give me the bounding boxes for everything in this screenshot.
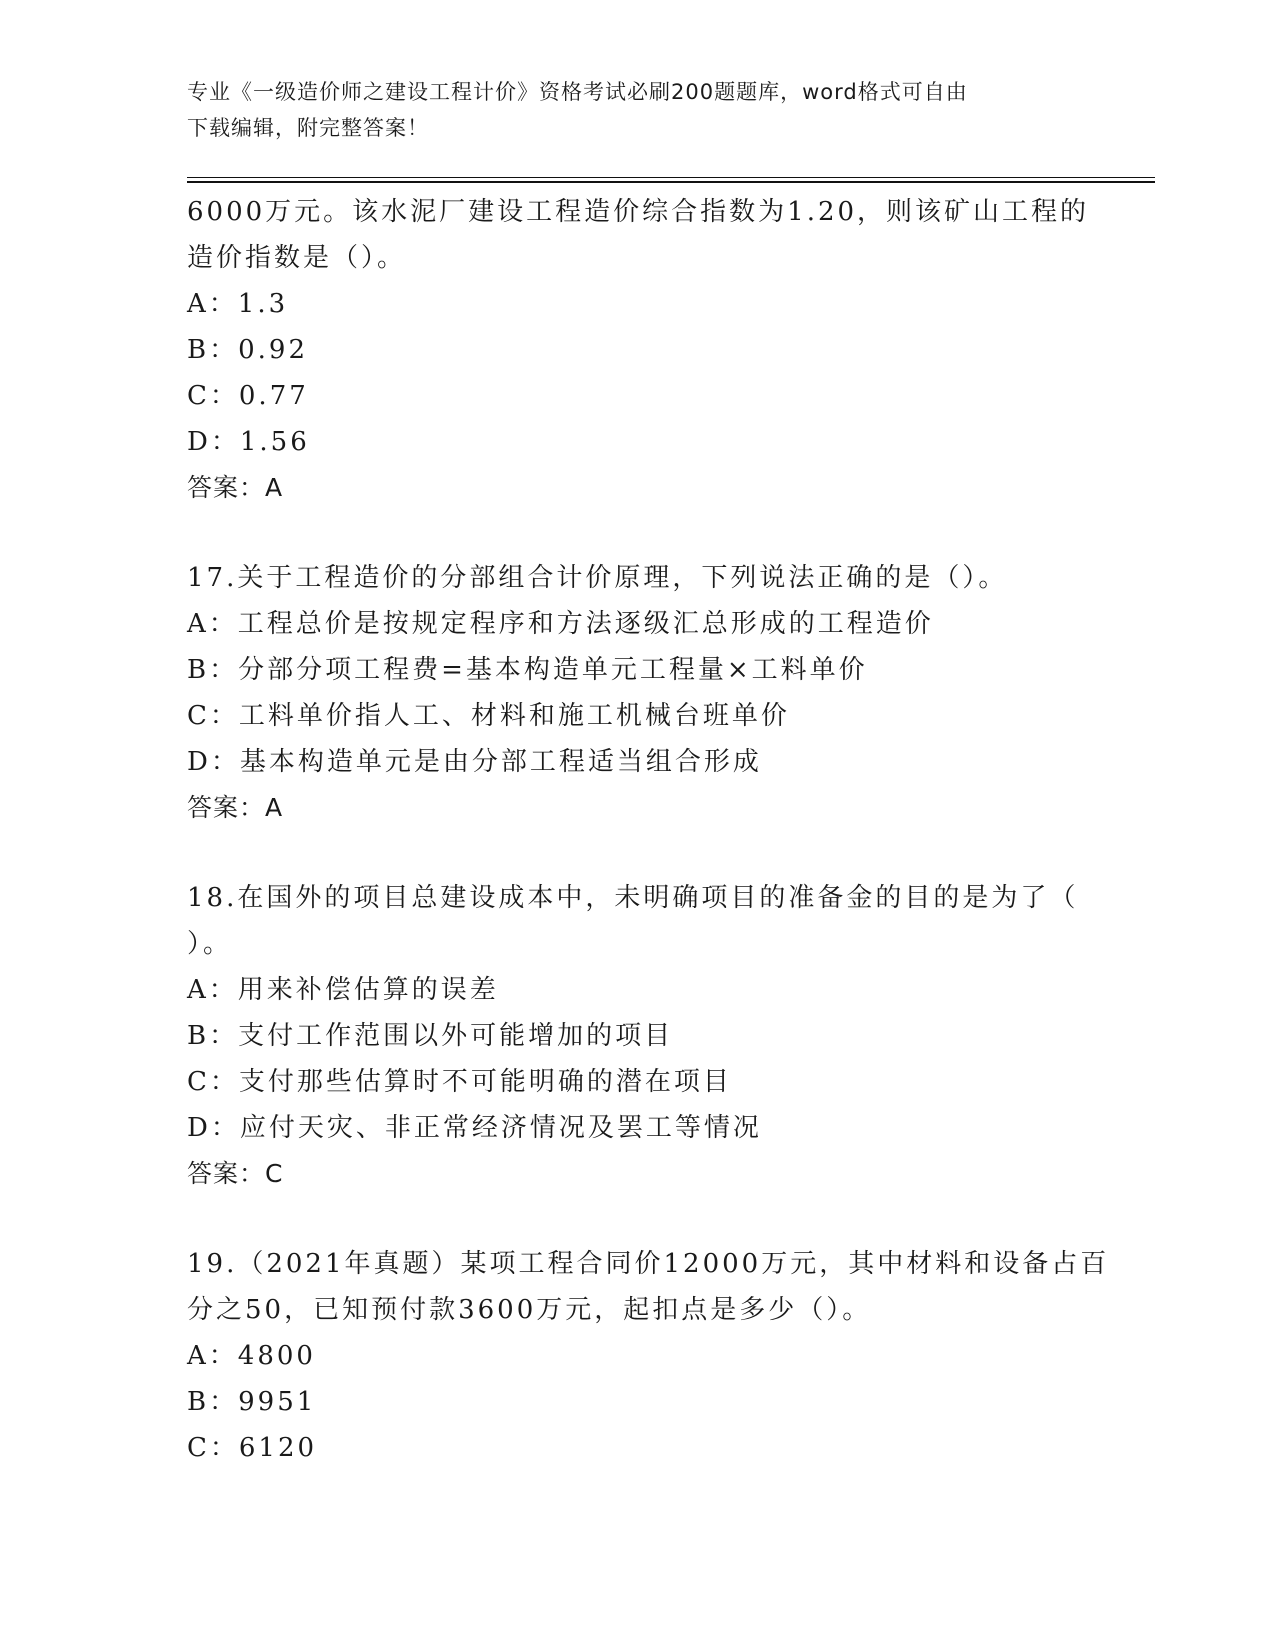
- option-a: A：用来补偿估算的误差: [187, 975, 499, 1005]
- answer-label: 答案：A: [187, 793, 284, 822]
- option-a: A：1.3: [187, 289, 289, 319]
- header-line-2: 下载编辑，附完整答案！: [187, 116, 429, 140]
- option-c: C：工料单价指人工、材料和施工机械台班单价: [187, 701, 790, 731]
- option-b: B：分部分项工程费=基本构造单元工程量×工料单价: [187, 655, 868, 685]
- question-list: [187, 189, 1110, 1471]
- header-divider-thick: [187, 181, 1155, 183]
- question-text: ）。: [187, 929, 233, 959]
- question-17: [187, 555, 1087, 831]
- option-a: A：工程总价是按规定程序和方法逐级汇总形成的工程造价: [187, 609, 934, 639]
- question-text: 造价指数是（）。: [187, 243, 407, 273]
- question-text: 19.（2021年真题）某项工程合同价12000万元，其中材料和设备占百: [187, 1249, 1110, 1279]
- spacer: [187, 831, 1087, 875]
- question-text: 18.在国外的项目总建设成本中，未明确项目的准备金的目的是为了（: [187, 883, 1079, 913]
- option-c: C：支付那些估算时不可能明确的潜在项目: [187, 1067, 732, 1097]
- question-19: [187, 1241, 1110, 1471]
- spacer: [187, 1197, 1087, 1241]
- document-header: [187, 74, 1087, 146]
- option-b: B：9951: [187, 1387, 317, 1417]
- answer-label: 答案：C: [187, 1159, 284, 1188]
- option-c: C：6120: [187, 1433, 318, 1463]
- question-text: 17.关于工程造价的分部组合计价原理，下列说法正确的是（）。: [187, 563, 1008, 593]
- question-text: 分之50，已知预付款3600万元，起扣点是多少（）。: [187, 1295, 872, 1325]
- option-a: A：4800: [187, 1341, 316, 1371]
- option-b: B：支付工作范围以外可能增加的项目: [187, 1021, 674, 1051]
- option-d: D：应付天灾、非正常经济情况及罢工等情况: [187, 1113, 762, 1143]
- header-line-1: 专业《一级造价师之建设工程计价》资格考试必刷200题题库，word格式可自由: [187, 80, 968, 104]
- question-16: [187, 189, 1090, 511]
- answer-label: 答案：A: [187, 473, 284, 502]
- option-b: B：0.92: [187, 335, 308, 365]
- option-c: C：0.77: [187, 381, 309, 411]
- header-divider-thin: [187, 177, 1155, 178]
- option-d: D：基本构造单元是由分部工程适当组合形成: [187, 747, 762, 777]
- question-18: [187, 875, 1087, 1197]
- option-d: D：1.56: [187, 427, 310, 457]
- spacer: [187, 511, 1087, 555]
- question-text: 6000万元。该水泥厂建设工程造价综合指数为1.20，则该矿山工程的: [187, 197, 1090, 227]
